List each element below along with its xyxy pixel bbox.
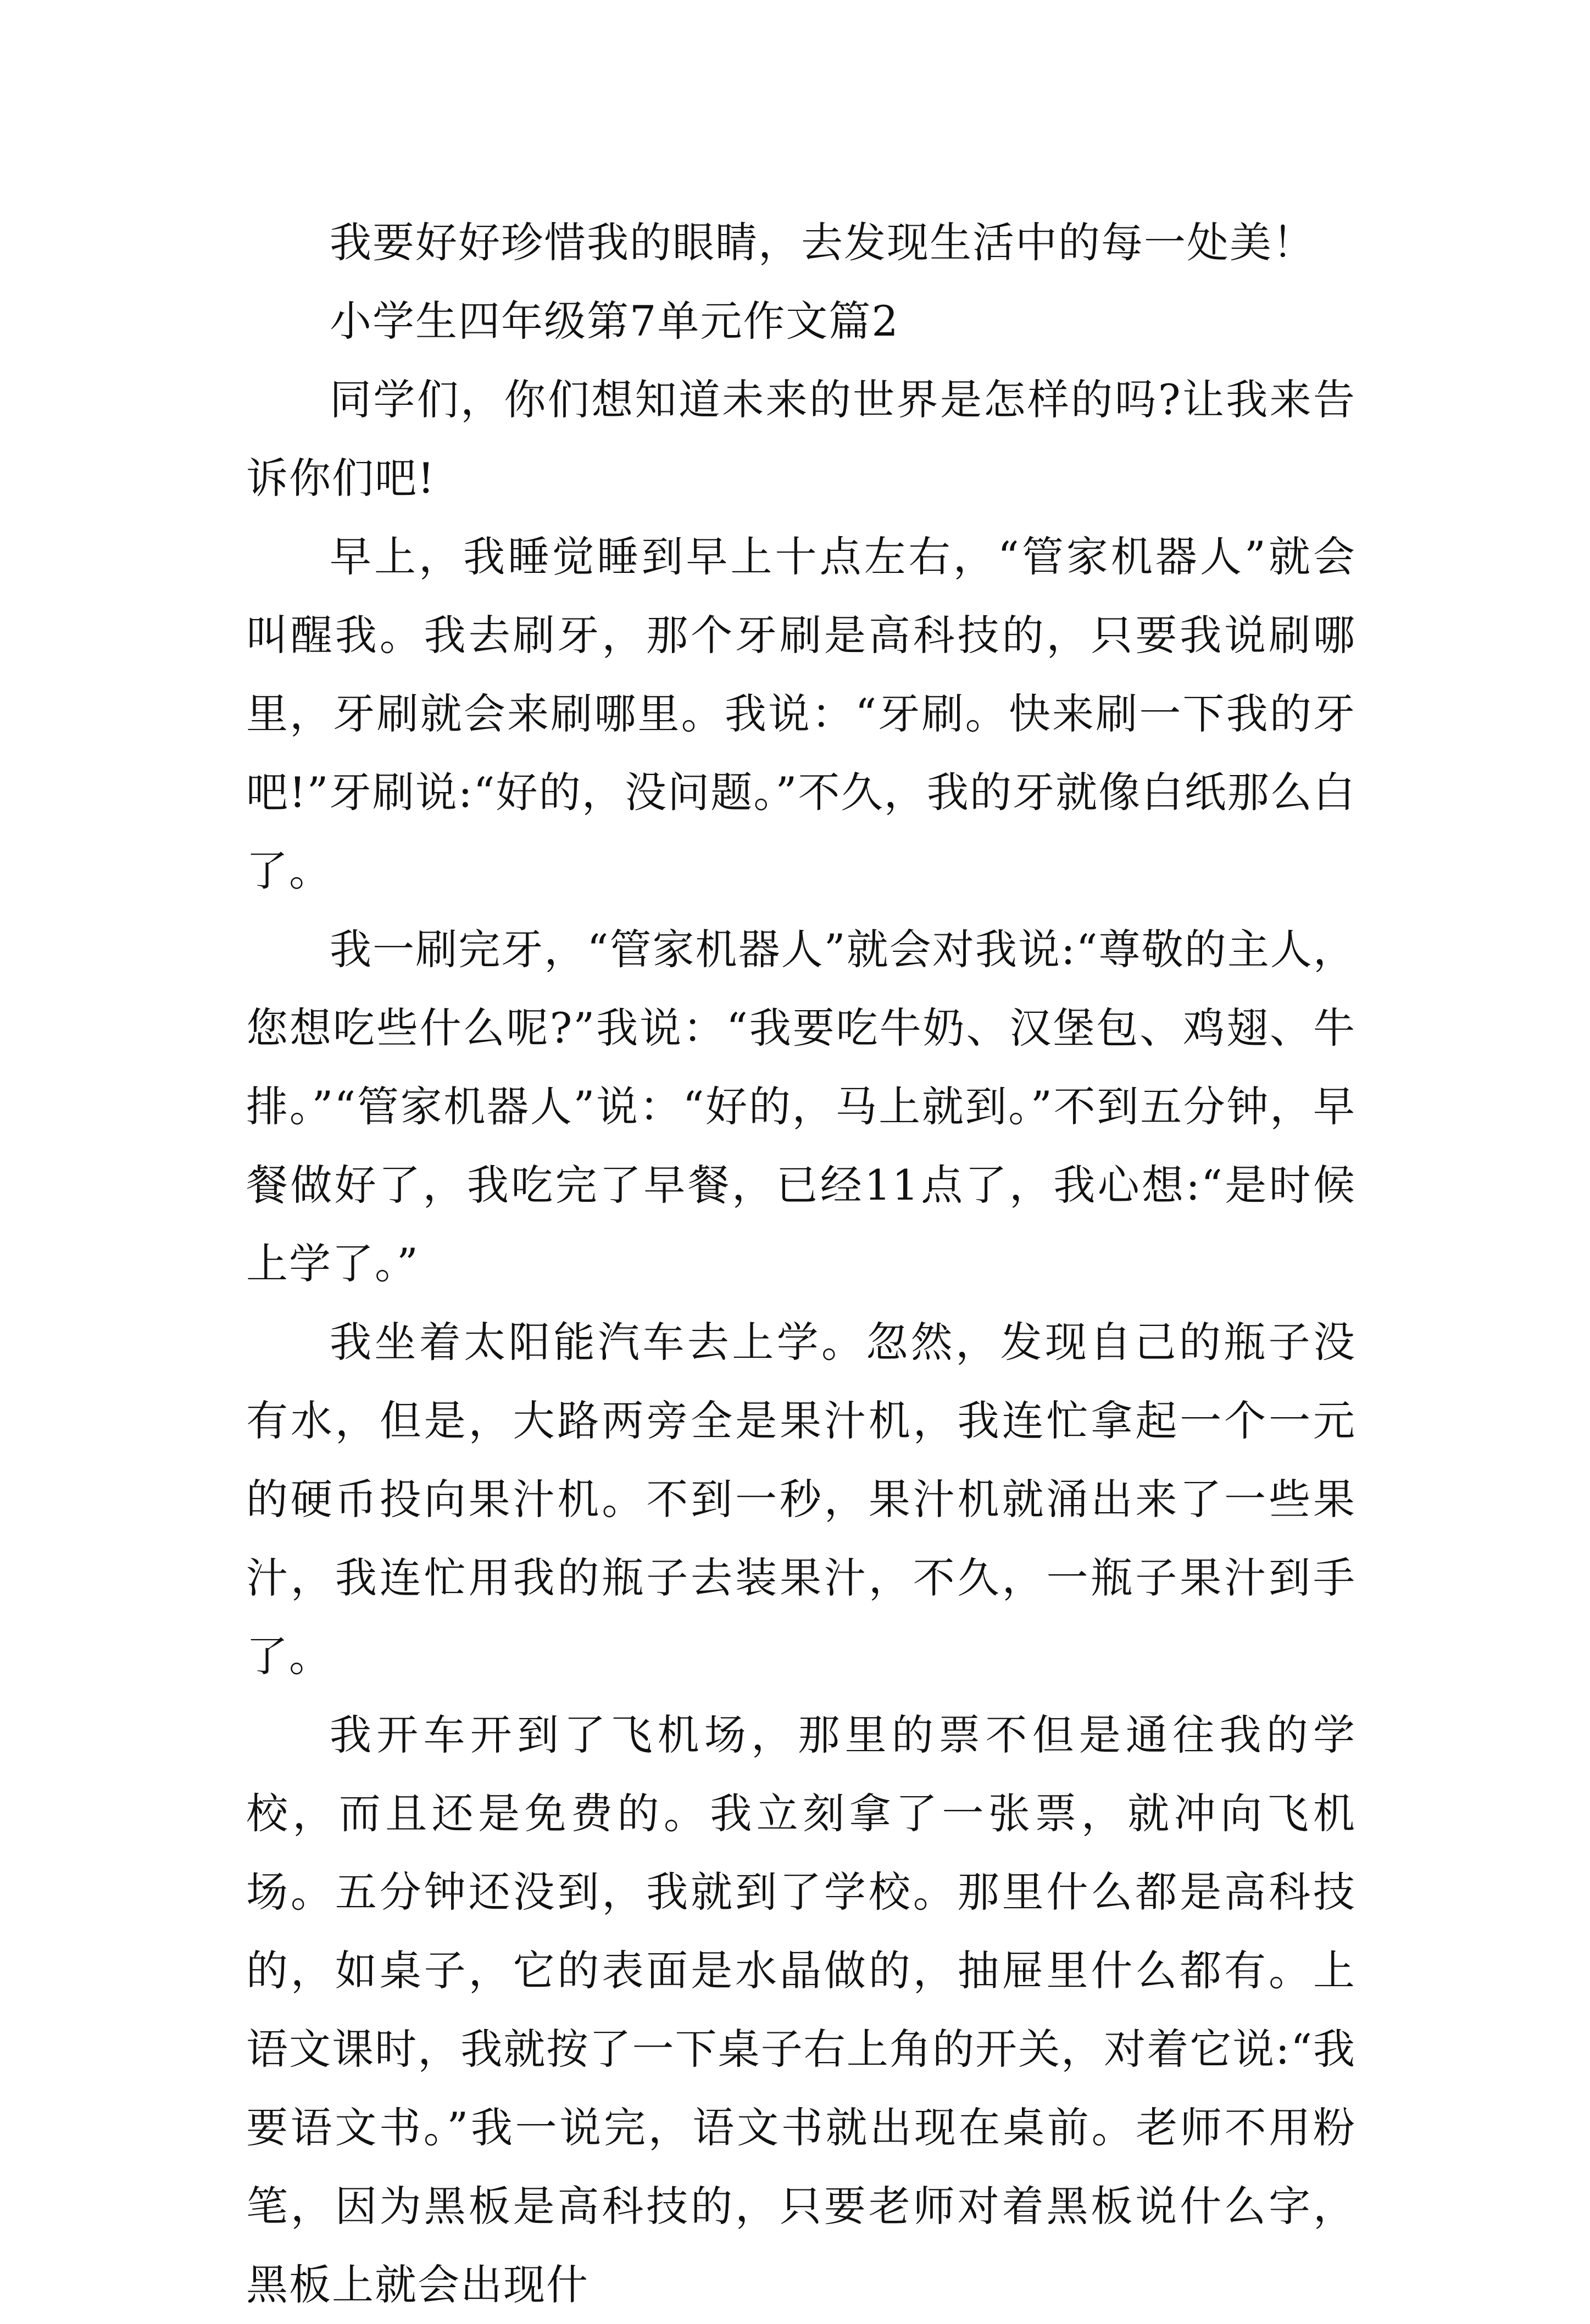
paragraph-school: 我开车开到了飞机场，那里的票不但是通往我的学校，而且还是免费的。我立刻拿了一张票，就冲向飞机场。五分钟还没到，我就到了学校。那里什么都是高科技的，如桌子，它的表面是水晶做的，抽屉里什么都有。上语文课时，我就按了一下桌子右上角的开关，对着它说:“我要语文书。”我一说完，语文书就出现在桌前。老师不用粉笔，因为黑板是高科技的，只要老师对着黑板说什么字，黑板上就会出现什 (246, 1710, 1356, 2309)
paragraph-intro: 同学们，你们想知道未来的世界是怎样的吗?让我来告诉你们吧! (246, 375, 1356, 503)
document-body (246, 203, 1356, 2324)
paragraph-commute: 我坐着太阳能汽车去上学。忽然，发现自己的瓶子没有水，但是，大路两旁全是果汁机，我连忙拿起一个一元的硬币投向果汁机。不到一秒，果汁机就涌出来了一些果汁，我连忙用我的瓶子去装果汁，不久，一瓶子果汁到手了。 (246, 1318, 1356, 1681)
paragraph-breakfast: 我一刷完牙，“管家机器人”就会对我说:“尊敬的主人，您想吃些什么呢?”我说：“我要吃牛奶、汉堡包、鸡翅、牛排。”“管家机器人”说：“好的，马上就到。”不到五分钟，早餐做好了，我吃完了早餐，已经11点了，我心想:“是时候上学了。” (246, 925, 1356, 1288)
paragraph-closing-line: 我要好好珍惜我的眼睛，去发现生活中的每一处美！ (330, 218, 1315, 267)
section-heading: 小学生四年级第7单元作文篇2 (330, 297, 899, 345)
paragraph-morning: 早上，我睡觉睡到早上十点左右，“管家机器人”就会叫醒我。我去刷牙，那个牙刷是高科技的，只要我说刷哪里，牙刷就会来刷哪里。我说：“牙刷。快来刷一下我的牙吧!”牙刷说:“好的，没问题。”不久，我的牙就像白纸那么白了。 (246, 532, 1356, 895)
